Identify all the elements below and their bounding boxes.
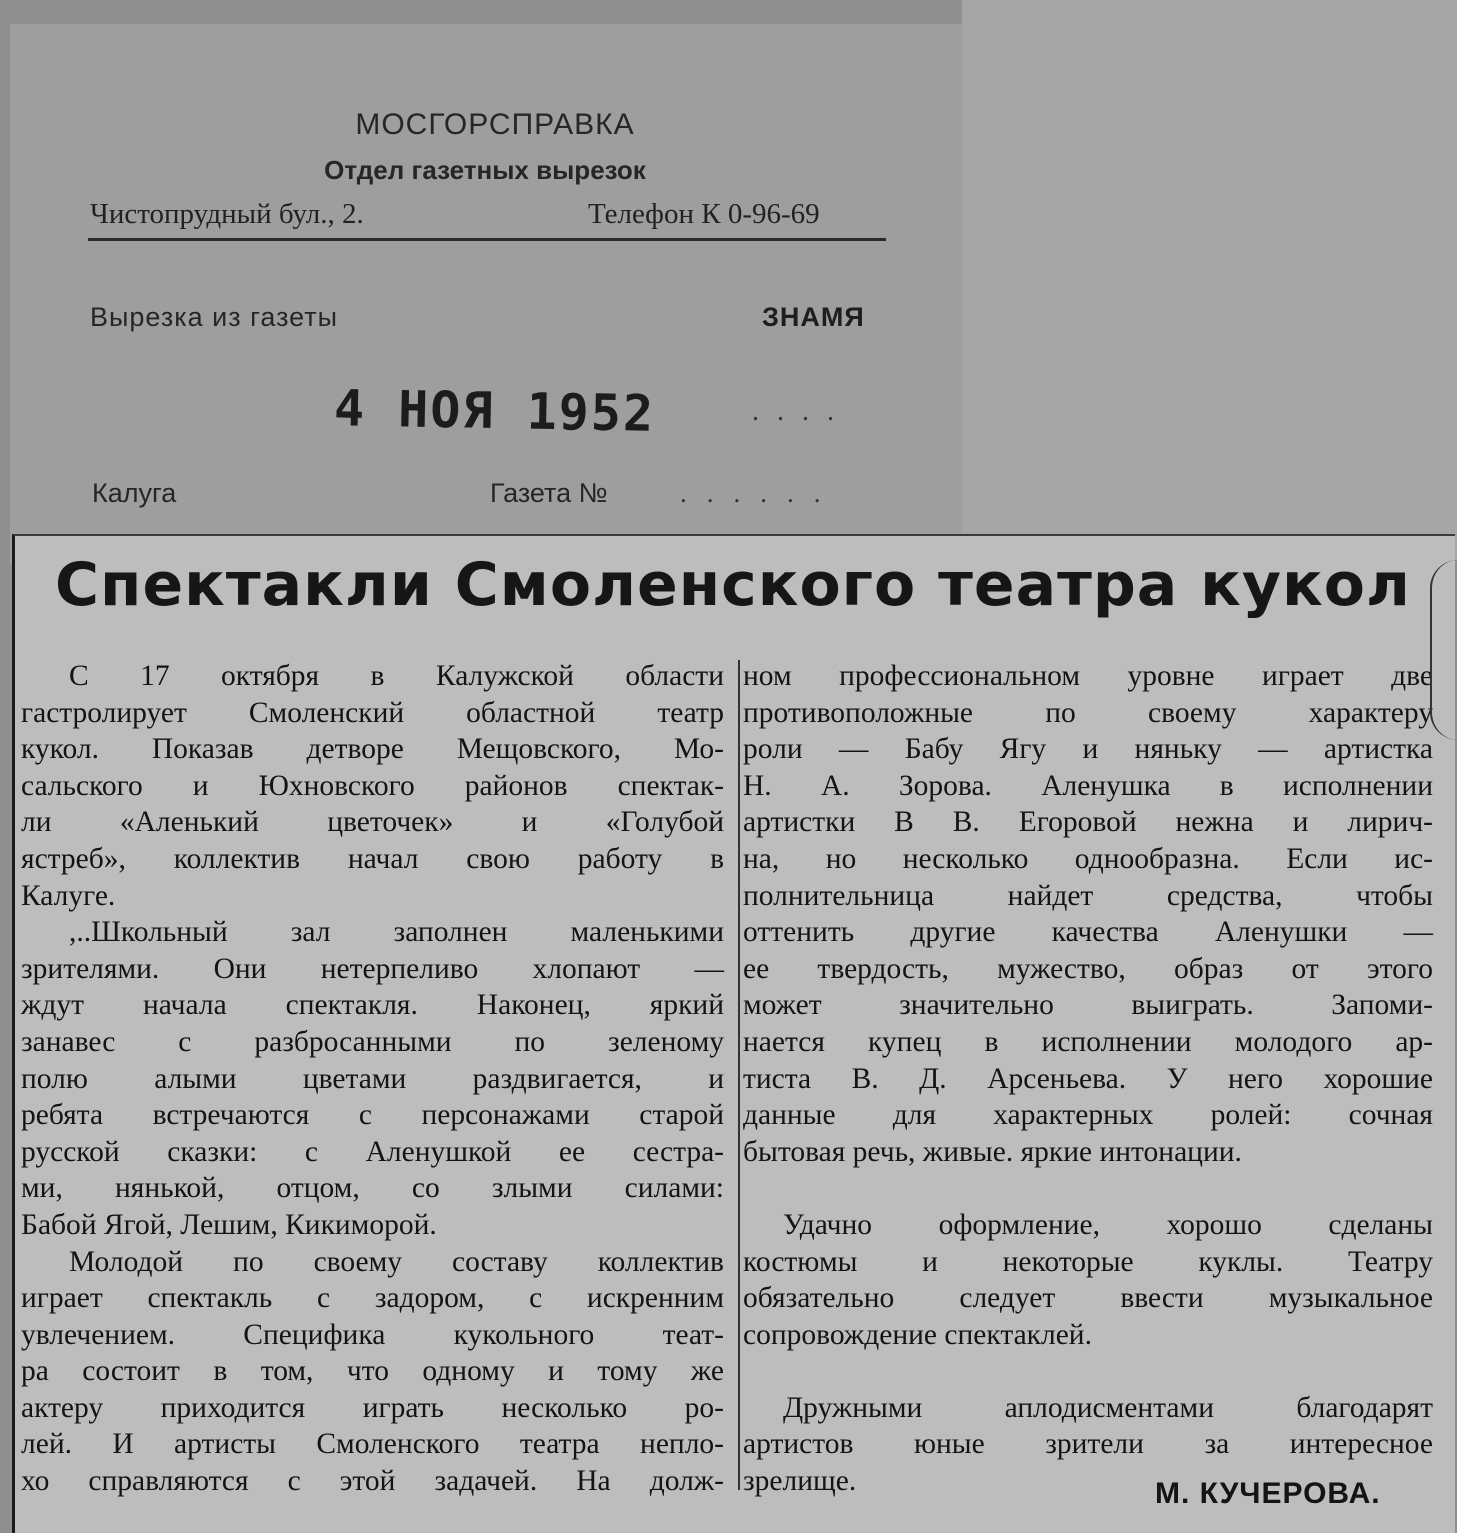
newspaper-clipping (12, 534, 1455, 1533)
article-line: на, но несколько однообразна. Если ис- (743, 842, 1433, 875)
article-author: М. КУЧЕРОВА. (1155, 1477, 1381, 1510)
article-line: Н. А. Зорова. Аленушка в исполнении (743, 769, 1433, 802)
article-line: сальского и Юхновского районов спектак- (21, 769, 724, 802)
article-column-left (21, 658, 724, 1500)
article-line: артистки В В. Егоровой нежна и лирич- (743, 806, 1433, 839)
paragraph-gap (743, 1170, 1433, 1207)
article-line: противоположные по своему характеру (743, 696, 1433, 729)
article-line: ждут начала спектакля. Наконец, яркий (21, 989, 724, 1022)
issue-number-label: Газета № (490, 478, 608, 508)
article-line: русской сказки: с Аленушкой ее сестра- (21, 1135, 724, 1168)
article-line: зрителями. Они нетерпеливо хлопают — (21, 952, 724, 985)
article-line: бытовая речь, живые. яркие интонации. (743, 1135, 1242, 1168)
article-line: ли «Аленький цветочек» и «Голубой (21, 806, 724, 839)
article-line: ра состоит в том, что одному и тому же (21, 1355, 724, 1388)
article-line: оттенить другие качества Аленушки — (743, 916, 1433, 949)
department-name: Отдел газетных вырезок (324, 155, 646, 185)
date-stamp: 4 НОЯ 1952 (333, 379, 656, 443)
article-line: Калуге. (21, 879, 116, 912)
article-line: Бабой Ягой, Лешим, Кикиморой. (21, 1208, 437, 1241)
article-column-right (743, 658, 1433, 1500)
article-line: актеру приходится играть несколько ро- (21, 1391, 724, 1424)
article-line: занавес с разбросанными по зеленому (21, 1025, 724, 1058)
header-rule (88, 238, 886, 241)
article-line: сопровождение спектаклей. (743, 1318, 1092, 1351)
article-line: играет спектакль с задором, с искренним (21, 1282, 724, 1315)
article-line: ,..Школьный зал заполнен маленькими (69, 916, 724, 949)
article-line: ее твердость, мужество, образ от этого (743, 952, 1433, 985)
column-divider (738, 660, 740, 1490)
article-line: тиста В. Д. Арсеньева. У него хорошие (743, 1062, 1433, 1095)
paragraph-gap (743, 1353, 1433, 1390)
pencil-mark (1430, 560, 1457, 740)
article-line: ном профессиональном уровне играет две (743, 660, 1433, 692)
article-line: полнительница найдет средства, чтобы (743, 879, 1433, 912)
article-line: Молодой по своему составу коллектив (69, 1245, 724, 1278)
city-name: Калуга (92, 478, 177, 508)
article-line: ребята встречаются с персонажами старой (21, 1099, 724, 1132)
article-line: увлечением. Специфика кукольного теат- (21, 1318, 724, 1351)
article-line: Удачно оформление, хорошо сделаны (783, 1208, 1433, 1241)
background-paper (962, 0, 1457, 560)
bureau-name: МОСГОРСПРАВКА (355, 108, 635, 141)
article-line: обязательно следует ввести музыкальное (743, 1282, 1433, 1315)
article-line: артистов юные зрители за интересное (743, 1428, 1433, 1461)
article-line: ми, нянькой, отцом, со злыми силами: (21, 1172, 724, 1205)
date-dots: .... (752, 396, 852, 427)
bureau-phone: Телефон К 0-96-69 (588, 198, 820, 230)
clip-label: Вырезка из газеты (90, 302, 339, 332)
issue-dots: ...... (680, 478, 841, 508)
article-line: роли — Бабу Ягу и няньку — артистка (743, 733, 1433, 766)
article-line: полю алыми цветами раздвигается, и (21, 1062, 724, 1095)
article-line: хо справляются с этой задачей. На долж- (21, 1465, 724, 1498)
article-line: может значительно выиграть. Запоми- (743, 989, 1433, 1022)
article-headline: Спектакли Смоленского театра кукол (55, 550, 1411, 620)
article-line: ястреб», коллектив начал свою работу в (21, 842, 724, 875)
bureau-address: Чистопрудный бул., 2. (90, 198, 364, 230)
article-line: данные для характерных ролей: сочная (743, 1099, 1433, 1132)
article-line: гастролирует Смоленский областной театр (21, 696, 724, 729)
article-line: костюмы и некоторые куклы. Театру (743, 1245, 1433, 1278)
article-line: кукол. Показав детворе Мещовского, Мо- (21, 733, 724, 766)
article-line: Дружными аплодисментами благодарят (783, 1391, 1433, 1424)
article-line: лей. И артисты Смоленского театра непло- (21, 1428, 724, 1461)
article-line: нается купец в исполнении молодого ар- (743, 1025, 1433, 1058)
article-line: зрелище. (743, 1465, 857, 1498)
article-line: С 17 октября в Калужской области (69, 660, 724, 692)
newspaper-name: ЗНАМЯ (762, 302, 865, 332)
